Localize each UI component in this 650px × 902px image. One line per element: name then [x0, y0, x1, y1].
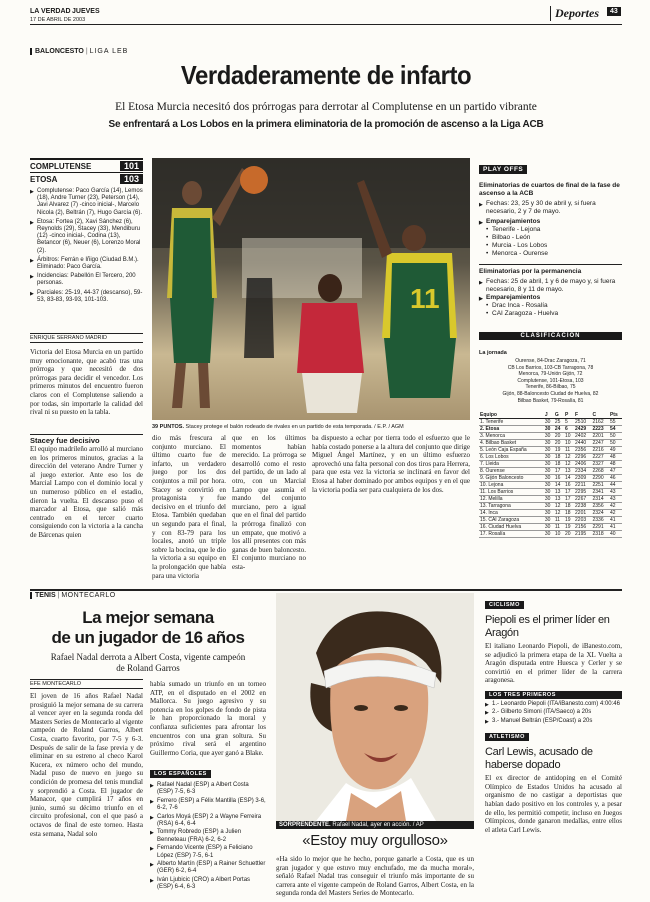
section-label: BALONCESTO [35, 48, 84, 55]
team-1: COMPLUTENSE [30, 161, 92, 171]
result-line: CB Los Barrios, 103-CB Tarragona, 78 [507, 364, 594, 371]
quote-text: «Ha sido lo mejor que he hecho, porque ganarle a Costa, que es un gran jugador y que estuvo muy enchufado, me da mucha moral», señaló Rafael Nadal tras conseguir el triunfo más importante de su carrera ante el vigente campeón de Roland Garros, Albert Costa, en la segunda ronda del Masters Series de Montecarlo. [276, 855, 474, 897]
stat-cell: 18 [564, 510, 574, 517]
stat-cell: 2336 [591, 517, 608, 524]
stat-cell: 24 [554, 426, 564, 433]
stat-cell: 30 [544, 461, 554, 468]
standings-row [479, 454, 622, 461]
atletismo-label: ATLETISMO [485, 733, 529, 741]
stat-cell: 2327 [591, 461, 608, 468]
stat-cell: 2247 [591, 440, 608, 447]
team-2: ETOSA [30, 174, 58, 184]
stat-cell: 18 [554, 454, 564, 461]
team-cell: 15. CAI Zaragoza [479, 517, 544, 524]
stat-cell: 2290 [591, 475, 608, 482]
stat-cell: 41 [609, 524, 622, 531]
stat-cell: 18 [554, 461, 564, 468]
article-col-1: El equipo madrileño arrolló al murciano en los primeros minutos, gracias a la dirección del veterano Andre Turner y al juego exterior. Ante eso los de Marcial Lampo con el dominio local y un numeroso público en el estadio, dieron la vuelta. El descanso puso el marcador al Etosa, que salió más centrado en el tercer cuarto consiguiendo con la victoria a la cancha de Bárcenas quien [30, 445, 143, 539]
result-item: ▶ Carlos Moyá (ESP) 2 a Wayne Ferreira (RSA) 6-4, 6-4 [150, 814, 266, 829]
stat-cell: 2510 [574, 419, 591, 426]
play-offs-label: PLAY OFFS [479, 165, 527, 174]
photo-caption-top [152, 424, 470, 431]
elim-title: Eliminatorias de cuartos de final de la fase de ascenso a la ACB [479, 182, 620, 197]
tennis-col-2: había sumado un triunfo en un torneo ATP, en el disputado en el 2002 en Mallorca. Su juego agresivo y su potencia en los golpes de fondo de pista le han proporcionado la moral y confianza suficientes para afrontar los encuentros con una gran soltura. Su próximo rival será el argentino Guillermo Coria, que ayer ganó a Blake. [150, 680, 266, 757]
stat-cell: 11 [554, 524, 564, 531]
standings-row [479, 489, 622, 496]
team-cell: 13. Tarragona [479, 503, 544, 510]
tennis-col-1: El joven de 16 años Rafael Nadal prosiguió la mejor semana de su carrera al vencer ayer en la segunda ronda del Masters Series de Montecarlo al vigente campeón de Roland Garros, Albert Costa, cuarto favorito, por 7-5 y 6-3. Después de salir de la fase previa y de eliminar en su estreno al checo Karol Kucera, ex número ocho del mundo, Nadal puso de nuevo en juego su condición de promesa del tenis mundial y sorprendió a Costa. El jugador de Manacor, que cumplirá 17 años en junio, sumó su décimo triunfo en el circuito profesional, con el que pasó a octavos de final de este torneo. Hasta esta semana, Nadal solo [30, 692, 143, 838]
stat-cell: 42 [609, 503, 622, 510]
stat-cell: 2402 [574, 433, 591, 440]
stat-cell: 2223 [591, 426, 608, 433]
team-cell: 8. Ourense [479, 468, 544, 475]
team-cell: 16. Ciudad Huelva [479, 524, 544, 531]
stat-cell: 2201 [574, 510, 591, 517]
standings-row [479, 426, 622, 433]
stat-cell: 20 [554, 433, 564, 440]
fechas: ▶ Fechas: 23, 25 y 30 de abril y, si fuera necesario, 2 y 7 de mayo. [479, 200, 622, 216]
box-line: ▶ Complutense: Paco García (14), Lemos (18), Andre Turner (23), Peterson (14), Javi Alvarez (7) -cinco inicial-, Marcelo Nicola (2), Beltrán (7), Hugo García (6). [30, 188, 143, 217]
standings-row [479, 524, 622, 531]
permanencia-title: Eliminatorias por la permanencia [479, 264, 622, 276]
stat-cell: 12 [554, 503, 564, 510]
stat-cell: 41 [609, 517, 622, 524]
stat-cell: 14 [564, 475, 574, 482]
team-cell: 14. Inca [479, 510, 544, 517]
stat-cell: 30 [544, 468, 554, 475]
stat-cell: 30 [544, 503, 554, 510]
jornada-results [479, 358, 622, 404]
stat-cell: 30 [544, 440, 554, 447]
stat-cell: 19 [554, 447, 564, 454]
score-1: 101 [120, 161, 143, 171]
espanoles-list [150, 782, 266, 892]
ciclismo-headline: Piepoli es el primer líder en Aragón [485, 614, 610, 639]
stat-cell: 19 [564, 517, 574, 524]
stat-cell: 46 [609, 475, 622, 482]
score-2: 103 [120, 174, 143, 184]
ciclismo-label: CICLISMO [485, 601, 524, 609]
stat-cell: 2268 [591, 468, 608, 475]
stat-cell: 2162 [591, 419, 608, 426]
basketball-photo [152, 158, 470, 420]
team-cell: 4. Bilbao Basket [479, 440, 544, 447]
standings-table [479, 412, 622, 538]
stat-cell: 20 [554, 440, 564, 447]
team-cell: 10. Lejona [479, 482, 544, 489]
stat-cell: 2203 [574, 517, 591, 524]
jornada-label: La jornada [479, 350, 507, 356]
tennis-byline: EFE MONTECARLO [30, 679, 143, 689]
result-item: ▶ Alberto Martín (ESP) a Rainer Schuettler (GER) 6-2, 6-4 [150, 861, 266, 876]
fechas-2: ▶ Fechas: 25 de abril, 1 y 6 de mayo y, si fuera necesario, 8 y 11 de mayo. [479, 278, 622, 294]
team-cell: 9. Gijón Baloncesto [479, 475, 544, 482]
subtitle-decisivo: Stacey fue decisivo [30, 434, 143, 445]
standings-header: Equipo [479, 412, 544, 419]
stat-cell: 5 [564, 419, 574, 426]
header-rule [30, 24, 622, 25]
standings-row [479, 461, 622, 468]
pairing: • Drac Inca - Rosalía [486, 302, 622, 310]
clasificacion-label: CLASIFICACIÓN [479, 332, 622, 340]
scorebox [30, 158, 143, 304]
stat-cell: 30 [544, 489, 554, 496]
stat-cell: 47 [609, 468, 622, 475]
stat-cell: 17 [564, 489, 574, 496]
result-item: ▶ Ferrero (ESP) a Félix Mantilla (ESP) 3-6, 6-2, 7-6 [150, 798, 266, 813]
stat-cell: 49 [609, 447, 622, 454]
svg-text:11: 11 [410, 283, 440, 314]
section-label-tenis: TENIS | MONTECARLO [30, 592, 116, 599]
stat-cell: 2195 [574, 531, 591, 538]
players-illustration [152, 158, 470, 420]
stat-cell: 30 [544, 419, 554, 426]
tennis-headline-1: La mejor semana [82, 608, 214, 627]
stat-cell: 48 [609, 461, 622, 468]
pairing: • CAI Zaragoza - Huelva [486, 310, 622, 318]
stat-cell: 17 [564, 496, 574, 503]
result-item: ▶ Iván Ljubicic (CRO) a Albert Portas (ESP) 6-4, 6-3 [150, 877, 266, 892]
standings-row [479, 475, 622, 482]
standings-row [479, 496, 622, 503]
tres-label: LOS TRES PRIMEROS [485, 691, 622, 699]
stat-cell: 30 [544, 447, 554, 454]
stat-cell: 2291 [591, 524, 608, 531]
team-cell: 2. Etosa [479, 426, 544, 433]
article-col-2: dio más frescura al conjunto murciano. El último cuarto fue de infarto, un verdadero juego por los dos conjuntos a mil por hora. Stacey se convirtió en protagonista y fue decisivo en el triunfo del Etosa. También quedaban un segundo para el final, y con 83-79 para los locales, anotó un triple sobre la bocina, que le dio la victoria a su equipo en la prolongación que había para una victoria [152, 434, 226, 580]
nadal-photo [276, 593, 474, 821]
lead-paragraph: Victoria del Etosa Murcia en un partido muy emocionante, que acabó tras una prórroga y que necesitó de dos prórrogas para decidir el vencedor. Los primeros minutos del encuentro fueron claros con el Complutense saliendo a por todas, sin importarle la calidad del rival ni su puesto en la tabla. [30, 348, 143, 417]
header-day: JUEVES [72, 8, 100, 15]
podium-item: ▶ 2.- Gilberto Simoni (ITA/Saeco) a 20s [485, 709, 622, 716]
stat-cell: 13 [554, 489, 564, 496]
stat-cell: 30 [544, 496, 554, 503]
nadal-illustration [276, 593, 474, 821]
stat-cell: 6 [564, 426, 574, 433]
standings-header: C [591, 412, 608, 419]
result-line: Ourense, 84-Drac Zaragoza, 71 [515, 358, 586, 364]
ciclismo-text: El italiano Leonardo Piepoli, de iBanesto.com, se adjudicó la primera etapa de la XL Vuelta a Aragón disputada entre Huesca y Cerler y se convirtió en el primer líder de la carrera aragonesa. [485, 642, 622, 685]
stat-cell: 13 [564, 468, 574, 475]
stat-cell: 2406 [574, 461, 591, 468]
box-line: ▶ Árbitros: Ferrán e Iñigo (Ciudad B.M.). Eliminado: Paco García. [30, 257, 143, 271]
stat-cell: 2211 [574, 482, 591, 489]
standings-row [479, 482, 622, 489]
stat-cell: 2156 [574, 524, 591, 531]
stat-cell: 30 [544, 517, 554, 524]
emparejamientos-label: ▶ Emparejamientos [479, 218, 622, 226]
stat-cell: 2216 [591, 447, 608, 454]
stat-cell: 16 [564, 482, 574, 489]
pairing: • Bilbao - León [486, 234, 622, 242]
stat-cell: 48 [609, 454, 622, 461]
stat-cell: 14 [554, 482, 564, 489]
quote-title: «Estoy muy orgulloso» [302, 832, 448, 849]
paper-name: LA VERDAD [30, 8, 71, 15]
standings-row [479, 447, 622, 454]
subheadline-2: Se enfrentará a Los Lobos en la primera eliminatoria de la promoción de ascenso a la Liga ACB [108, 119, 544, 130]
emparejamientos-2-list [479, 302, 622, 318]
team-cell: 17. Rosalía [479, 531, 544, 538]
stat-cell: 2201 [591, 433, 608, 440]
team-cell: 3. Menorca [479, 433, 544, 440]
standings-row [479, 468, 622, 475]
section-divider [30, 589, 622, 591]
emparejamientos-list [479, 226, 622, 258]
box-line: ▶ Parciales: 25-19, 44-37 (descanso), 59-53, 83-83, 93-93, 101-103. [30, 290, 143, 304]
box-score [30, 188, 143, 304]
standings-header: P [564, 412, 574, 419]
stat-cell: 55 [609, 419, 622, 426]
tenis-location: MONTECARLO [61, 592, 116, 599]
header-date: 17 DE ABRIL DE 2003 [30, 17, 86, 23]
atletismo-text: El ex director de antidoping en el Comité Olímpico de Estados Unidos ha acusado al organismo de no castigar a deportistas que habían dado positivo en los controles y, a pesar de ello, les permitió competir, incluso en Juegos Olímpicos, donde ganaron medallas, entre ellos el atleta Carl Lewis. [485, 774, 622, 834]
stat-cell: 2356 [574, 447, 591, 454]
standings-row [479, 419, 622, 426]
article-col-3: que en los últimos momentos habían merecido. La prórroga se desarrolló como el resto del partido, de un lado al otro, con un Marcial Lampo que asumía el mando del conjunto murciano, pero a igual que en el final del partido la prórroga finalizó con un empate, que motivó a los allí presentes con más ganas de buen baloncesto. El conjunto murciano no esta- [232, 434, 306, 571]
stat-cell: 30 [544, 426, 554, 433]
caption-bold: 39 PUNTOS. [152, 424, 184, 430]
stat-cell: 11 [564, 447, 574, 454]
stat-cell: 11 [554, 517, 564, 524]
result-line: Tenerife, 86-Bilbao, 75 [525, 384, 576, 391]
tres-list [485, 701, 622, 725]
standings-row [479, 440, 622, 447]
stat-cell: 2314 [591, 496, 608, 503]
standings-row [479, 503, 622, 510]
stat-cell: 44 [609, 482, 622, 489]
stat-cell: 30 [544, 510, 554, 517]
stat-cell: 12 [554, 510, 564, 517]
stat-cell: 2356 [591, 503, 608, 510]
podium-item: ▶ 1.- Leonardo Piepoli (ITA/iBanesto.com) 4:00:46 [485, 701, 622, 708]
stat-cell: 30 [544, 454, 554, 461]
stat-cell: 43 [609, 489, 622, 496]
stat-cell: 30 [544, 531, 554, 538]
espanoles-box [150, 762, 266, 892]
stat-cell: 13 [554, 496, 564, 503]
stat-cell: 2318 [591, 531, 608, 538]
stat-cell: 17 [554, 468, 564, 475]
stat-cell: 2324 [591, 510, 608, 517]
emparejamientos-2-label: ▶ Emparejamientos [479, 294, 622, 302]
stat-cell: 12 [564, 461, 574, 468]
stat-cell: 30 [544, 475, 554, 482]
team-cell: 1. Tenerife [479, 419, 544, 426]
stat-cell: 10 [554, 531, 564, 538]
stat-cell: 18 [564, 503, 574, 510]
result-line: Menorca, 79-Unión Gijón, 72 [518, 371, 583, 378]
tenis-label: TENIS [35, 592, 56, 599]
stat-cell: 10 [564, 440, 574, 447]
stat-cell: 50 [609, 433, 622, 440]
caption-text: Stacey protege el balón rodeado de rivales en un partido de esta temporada. / E.P. / AGM [185, 424, 404, 430]
stat-cell: 20 [564, 531, 574, 538]
stat-cell: 12 [564, 454, 574, 461]
stat-cell: 2295 [574, 489, 591, 496]
section-name: Deportes [550, 6, 599, 21]
stat-cell: 2309 [574, 475, 591, 482]
ciclismo-box [485, 593, 622, 834]
result-line: Complutense, 101-Etosa, 103 [517, 377, 584, 384]
pairing: • Tenerife - Lejona [486, 226, 622, 234]
result-item: ▶ Tommy Robredo (ESP) a Julien Benneteau (FRA) 6-2, 6-2 [150, 829, 266, 844]
stat-cell: 2238 [574, 503, 591, 510]
espanoles-label: LOS ESPAÑOLES [150, 770, 211, 778]
result-item: ▶ Rafael Nadal (ESP) a Albert Costa (ESP) 7-5, 6-3 [150, 782, 266, 797]
standings-header: Pts [609, 412, 622, 419]
stat-cell: 2334 [574, 468, 591, 475]
team-cell: 12. Melilla [479, 496, 544, 503]
stat-cell: 30 [544, 524, 554, 531]
pairing: • Menorca - Ourense [486, 250, 622, 258]
standings-header: J [544, 412, 554, 419]
stat-cell: 2227 [591, 454, 608, 461]
stat-cell: 16 [554, 475, 564, 482]
standings-row [479, 433, 622, 440]
team-cell: 6. Los Lobos [479, 454, 544, 461]
stat-cell: 2429 [574, 426, 591, 433]
stat-cell: 2341 [591, 489, 608, 496]
stat-cell: 10 [564, 433, 574, 440]
headline: Verdaderamente de infarto [180, 60, 472, 90]
pairing: • Murcia - Los Lobos [486, 242, 622, 250]
team-cell: 11. Los Barrios [479, 489, 544, 496]
result-item: ▶ Fernando Vicente (ESP) a Feliciano López (ESP) 7-5, 6-1 [150, 845, 266, 860]
box-line: ▶ Etosa: Fortea (2), Xavi Sánchez (6), Reynolds (29), Stacey (33), Mendiburu (12) -cinco inicial-, Codina (13), Betancor (6), Neuer (6), Lorenzo Moral (2). [30, 219, 143, 255]
result-line: Gijón, 88-Baloncesto Ciudad de Huelva, 82 [502, 390, 599, 397]
stat-cell: 2296 [574, 454, 591, 461]
standings-header: F [574, 412, 591, 419]
standings-header: G [554, 412, 564, 419]
team-cell: 7. Lleida [479, 461, 544, 468]
nadal-caption-text: Rafael Nadal, ayer en acción. / AP [332, 822, 424, 828]
league-label: LIGA LEB [89, 48, 129, 55]
atletismo-headline: Carl Lewis, acusado de haberse dopado [485, 746, 593, 771]
stat-cell: 25 [554, 419, 564, 426]
stat-cell: 40 [609, 531, 622, 538]
masthead [30, 8, 622, 28]
standings-row [479, 531, 622, 538]
play-offs-sidebar [479, 158, 622, 318]
team-cell: 5. León Caja España [479, 447, 544, 454]
stat-cell: 2267 [574, 496, 591, 503]
result-line: Bilbao Basket, 79-Rosalía, 81 [517, 397, 584, 404]
stat-cell: 43 [609, 496, 622, 503]
stat-cell: 42 [609, 510, 622, 517]
nadal-caption [276, 821, 474, 829]
subheadline: El Etosa Murcia necesitó dos prórrogas para derrotar al Complutense en un partido vibrante [115, 101, 537, 113]
nadal-caption-bold: SORPRENDENTE. [279, 822, 331, 828]
tennis-headline-2: de un jugador de 16 años [51, 628, 245, 647]
standings-row [479, 517, 622, 524]
section-label-baloncesto: BALONCESTO | LIGA LEB [30, 48, 128, 55]
box-line: ▶ Incidencias: Pabellón El Tercero, 200 personas. [30, 273, 143, 287]
article-col-4: ba dispuesto a echar por tierra todo el esfuerzo que le había costado ponerse a la altura del conjunto que dirige Miguel Ángel Martínez, y en un último esfuerzo aprovechó una falta personal con dos tiros para Herrera, para que esta vez la victoria se inclinará en favor del Etosa al haber dominado por ambos equipos y en el que la victoria podía ser para cualquiera de los dos. [312, 434, 470, 494]
clasificacion-box [479, 332, 622, 538]
stat-cell: 2440 [574, 440, 591, 447]
stat-cell: 54 [609, 426, 622, 433]
stat-cell: 2251 [591, 482, 608, 489]
stat-cell: 30 [544, 433, 554, 440]
podium-item: ▶ 3.- Manuel Beltrán (ESP/Coast) a 20s [485, 718, 622, 725]
page-number: 43 [607, 7, 621, 16]
tennis-subhead: Rafael Nadal derrota a Albert Costa, vigente campeón de Roland Garros [50, 652, 246, 673]
stat-cell: 30 [544, 482, 554, 489]
standings-row [479, 510, 622, 517]
stat-cell: 50 [609, 440, 622, 447]
stat-cell: 19 [564, 524, 574, 531]
byline-top: ENRIQUE SERRANO MADRID [30, 333, 143, 343]
